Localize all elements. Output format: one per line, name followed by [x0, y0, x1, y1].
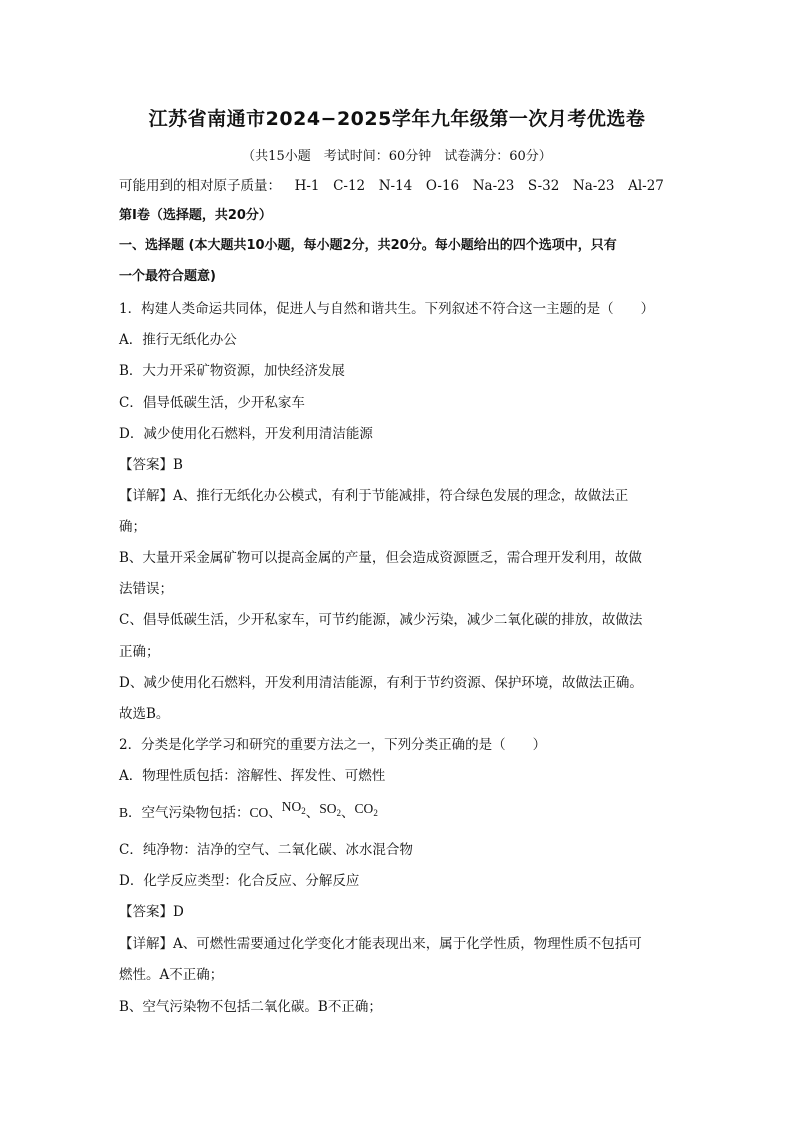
formula-no2 — [282, 799, 306, 814]
formula-base: SO — [319, 801, 337, 816]
q2-option-b-prefix: B．空气污染物包括： — [119, 805, 250, 820]
atomic-mass-item: Al-27 — [628, 178, 664, 194]
q1-detail-line: C、倡导低碳生活，少开私家车，可节约能源，减少污染，减少二氧化碳的排放，故做法 — [119, 612, 643, 628]
q1-detail-line: D、减少使用化石燃料，开发利用清洁能源，有利于节约资源、保护环境，故做法正确。 — [119, 675, 643, 691]
atomic-mass-item: S-32 — [527, 178, 560, 194]
part-heading-line-1: 一、选择题 (本大题共10小题，每小题2分，共20分。每小题给出的四个选项中，只有 — [119, 238, 617, 253]
atomic-mass-item: H-1 — [294, 178, 320, 194]
formula-base: NO — [281, 799, 302, 814]
q2-option-b — [119, 799, 378, 826]
q1-detail-line: 正确； — [119, 644, 160, 660]
q1-detail-line: 【详解】A、推行无纸化办公模式，有利于节能减排，符合绿色发展的理念，故做法正 — [119, 488, 629, 504]
q2-option-d: D．化学反应类型：化合反应、分解反应 — [119, 873, 360, 889]
formula-so2 — [319, 801, 341, 816]
formula-subscript: 2 — [336, 808, 342, 818]
separator: 、 — [268, 805, 282, 820]
atomic-mass-item: C-12 — [333, 178, 366, 194]
atomic-mass-item: O-16 — [425, 178, 460, 194]
q1-detail-line: 法错误； — [119, 581, 173, 597]
separator: 、 — [341, 805, 355, 820]
q2-option-c: C．纯净物：洁净的空气、二氧化碳、冰水混合物 — [119, 842, 413, 858]
q2-detail-line: 燃性。A不正确； — [119, 967, 224, 983]
q1-stem: 1．构建人类命运共同体，促进人与自然和谐共生。下列叙述不符合这一主题的是（ ） — [119, 301, 655, 317]
part-heading-line-2: 一个最符合题意) — [119, 269, 216, 284]
formula-co2 — [355, 801, 378, 816]
document-subtitle: （共15小题 考试时间：60分钟 试卷满分：60分） — [242, 149, 552, 164]
q1-option-b: B．大力开采矿物资源，加快经济发展 — [119, 363, 345, 379]
q1-detail-line: 故选B。 — [119, 706, 170, 722]
document-title: 江苏省南通市2024−2025学年九年级第一次月考优选卷 — [148, 108, 646, 130]
atomic-masses-label: 可能用到的相对原子质量： — [119, 178, 281, 194]
q1-answer: 【答案】B — [119, 457, 183, 473]
q1-option-a: A．推行无纸化办公 — [119, 332, 237, 348]
formula-base: CO — [354, 801, 374, 816]
separator: 、 — [305, 805, 320, 820]
formula-subscript: 2 — [373, 808, 378, 818]
q1-option-c: C．倡导低碳生活，少开私家车 — [119, 395, 305, 411]
q1-detail-line: 确； — [119, 519, 146, 535]
atomic-masses-line — [119, 177, 664, 195]
atomic-mass-item: Na-23 — [472, 178, 515, 194]
atomic-mass-item: Na-23 — [572, 178, 615, 194]
formula-subscript: 2 — [301, 806, 306, 816]
q2-option-a: A．物理性质包括：溶解性、挥发性、可燃性 — [119, 768, 386, 784]
q1-option-d: D．减少使用化石燃料，开发利用清洁能源 — [119, 426, 373, 442]
q2-answer: 【答案】D — [119, 904, 184, 920]
atomic-mass-item: N-14 — [378, 178, 413, 194]
section-heading: 第Ⅰ卷（选择题，共20分） — [119, 208, 272, 223]
q2-detail-line: 【详解】A、可燃性需要通过化学变化才能表现出来，属于化学性质，物理性质不包括可 — [119, 936, 642, 952]
formula-co: CO — [249, 805, 269, 820]
q2-stem: 2．分类是化学学习和研究的重要方法之一，下列分类正确的是（ ） — [119, 737, 547, 753]
q1-detail-line: B、大量开采金属矿物可以提高金属的产量，但会造成资源匮乏，需合理开发利用，故做 — [119, 550, 642, 566]
q2-detail-line: B、空气污染物不包括二氧化碳。B不正确； — [119, 999, 382, 1015]
